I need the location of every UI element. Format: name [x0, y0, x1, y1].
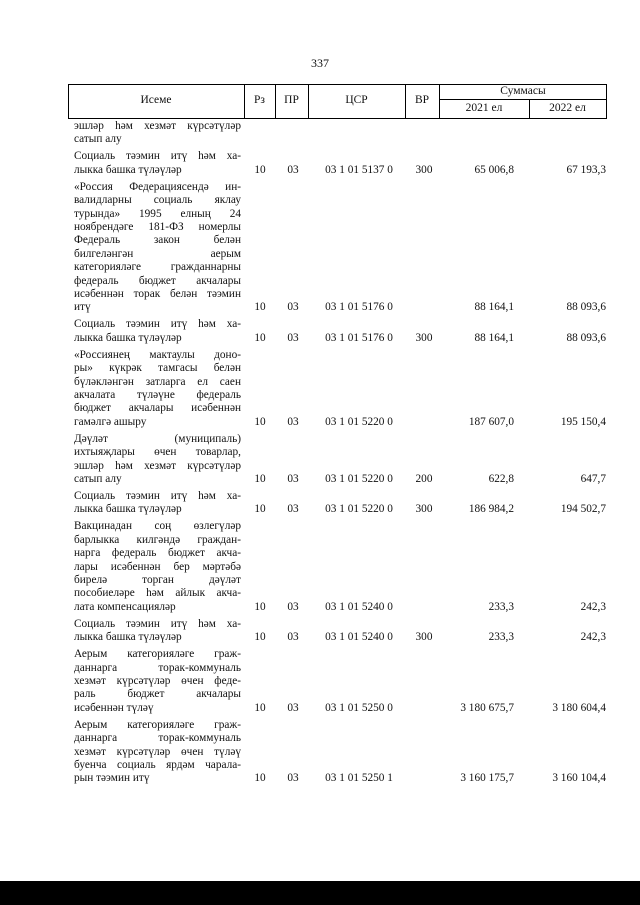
cell-sum-2021: 622,8	[488, 472, 514, 485]
row-name-line: хезмәт күрсәтүләр өчен түләү	[74, 745, 241, 758]
table-row	[68, 318, 607, 345]
cell-sum-2021: 186 984,2	[468, 503, 514, 516]
cell-vr: 300	[415, 163, 433, 176]
row-name	[74, 520, 241, 614]
cell-vr: 200	[415, 472, 433, 485]
row-name-line: федераль бюджет акчалары	[74, 274, 241, 287]
cell-sum-2021: 88 164,1	[474, 331, 514, 344]
row-name-line: лата компенсацияләр	[74, 600, 176, 613]
row-name	[74, 318, 241, 345]
row-name-line: пособиеләре һәм айлык акча-	[74, 587, 241, 600]
header-year-2021: 2021 ел	[465, 102, 503, 114]
table-row	[68, 618, 607, 645]
cell-sum-2022: 88 093,6	[566, 331, 606, 344]
row-name-line: ры» күкрәк тамгасы белән	[74, 362, 241, 375]
row-name-line: ихтыяҗлары өчен товарлар,	[74, 446, 241, 459]
cell-pr: 03	[287, 631, 299, 644]
row-name-line: билгеләнгән аерым	[74, 247, 241, 260]
row-name-line: Социаль тәэмин итү һәм ха-	[74, 490, 241, 502]
cell-rz: 10	[254, 631, 266, 644]
header-name: Исеме	[140, 94, 172, 106]
row-name-line: «Россия Федерациясендә ин-	[74, 180, 241, 193]
cell-rz: 10	[254, 301, 266, 314]
row-name-line: Аерым категорияләге граж-	[74, 718, 241, 731]
row-name-line: лыкка башка түләүләр	[74, 503, 182, 516]
row-name-line: лыкка башка түләүләр	[74, 163, 182, 176]
cell-rz: 10	[254, 331, 266, 344]
cell-sum-2022: 647,7	[580, 472, 606, 485]
cell-sum-2021: 233,3	[488, 600, 514, 613]
row-name-line: категорияләге гражданнарны	[74, 261, 241, 274]
cell-rz: 10	[254, 772, 266, 785]
cell-pr: 03	[287, 301, 299, 314]
row-name-line: лыкка башка түләүләр	[74, 631, 182, 644]
row-name-line: рын тәэмин итү	[74, 772, 150, 785]
row-name-line: итү	[74, 301, 91, 314]
row-name	[74, 120, 241, 147]
row-name-line: ноябрендәге 181-ФЗ номерлы	[74, 221, 241, 234]
cell-csr: 03 1 01 5220 0	[325, 472, 393, 485]
header-vr: ВР	[414, 94, 430, 106]
cell-csr: 03 1 01 5176 0	[325, 301, 393, 314]
cell-sum-2022: 242,3	[580, 600, 606, 613]
cell-vr: 300	[415, 503, 433, 516]
row-name-line: даннарга торак-коммуналь	[74, 661, 241, 674]
row-name-line: гамәлгә ашыру	[74, 415, 147, 428]
cell-sum-2021: 187 607,0	[468, 415, 514, 428]
cell-csr: 03 1 01 5250 1	[325, 772, 393, 785]
cell-csr: 03 1 01 5220 0	[325, 503, 393, 516]
row-name-line: Социаль тәэмин итү һәм ха-	[74, 318, 241, 331]
table-row	[68, 520, 607, 614]
cell-csr: 03 1 01 5240 0	[325, 631, 393, 644]
table-row	[68, 648, 607, 715]
cell-pr: 03	[287, 503, 299, 516]
row-name-line: Аерым категорияләге граж-	[74, 648, 241, 661]
cell-pr: 03	[287, 472, 299, 485]
table-header	[68, 84, 607, 118]
table-row	[68, 181, 607, 315]
cell-pr: 03	[287, 600, 299, 613]
cell-rz: 10	[254, 163, 266, 176]
row-name-line: акчалата түләүне федераль	[74, 389, 241, 402]
cell-rz: 10	[254, 503, 266, 516]
row-name-line: бүләкләнгән затларга ел саен	[74, 375, 241, 388]
row-name	[74, 349, 241, 429]
row-name-line: Социаль тәэмин итү һәм ха-	[74, 150, 241, 163]
table-row	[68, 719, 607, 786]
row-name-line: турында» 1995 елның 24	[74, 207, 241, 220]
row-name-line: барлыкка килгәндә граждан-	[74, 533, 241, 546]
cell-rz: 10	[254, 472, 266, 485]
row-name	[74, 150, 241, 177]
cell-vr: 300	[415, 631, 433, 644]
cell-sum-2022: 242,3	[580, 631, 606, 644]
row-name	[74, 648, 241, 715]
cell-pr: 03	[287, 415, 299, 428]
cell-csr: 03 1 01 5220 0	[325, 415, 393, 428]
cell-csr: 03 1 01 5137 0	[325, 163, 393, 176]
row-name	[74, 433, 241, 487]
row-name-line: лары исәбеннән бер мәртәбә	[74, 560, 241, 573]
cell-sum-2022: 67 193,3	[566, 163, 606, 176]
row-name	[74, 719, 241, 786]
header-pr: ПР	[284, 94, 299, 106]
table-row	[68, 120, 607, 147]
cell-csr: 03 1 01 5250 0	[325, 701, 393, 714]
row-name-line: хезмәт күрсәтүләр өчен феде-	[74, 675, 241, 687]
row-name-line: сатып алу	[74, 133, 122, 146]
cell-sum-2022: 195 150,4	[560, 415, 606, 428]
cell-pr: 03	[287, 772, 299, 785]
cell-rz: 10	[254, 701, 266, 714]
row-name	[74, 618, 241, 645]
row-name-line: Федераль закон белән	[74, 234, 241, 247]
cell-sum-2022: 88 093,6	[566, 301, 606, 314]
cell-sum-2022: 194 502,7	[560, 503, 606, 516]
header-csr: ЦСР	[345, 94, 368, 106]
row-name-line: исәбеннән торак белән тәэмин	[74, 288, 241, 301]
row-name-line: эшләр һәм хезмәт күрсәтүләр	[74, 120, 241, 132]
cell-pr: 03	[287, 331, 299, 344]
scan-bottom-edge	[0, 881, 640, 905]
row-name	[74, 181, 241, 315]
cell-sum-2022: 3 160 104,4	[552, 772, 606, 785]
cell-pr: 03	[287, 163, 299, 176]
row-name-line: Дәүләт (муниципаль)	[74, 432, 241, 445]
row-name	[74, 490, 241, 517]
cell-rz: 10	[254, 415, 266, 428]
row-name-line: валидларны социаль яклау	[74, 194, 241, 207]
row-name-line: лыкка башка түләүләр	[74, 331, 182, 344]
cell-vr: 300	[415, 331, 433, 344]
cell-sum-2021: 88 164,1	[474, 301, 514, 314]
cell-sum-2021: 3 160 175,7	[460, 772, 514, 785]
row-name-line: нарга федераль бюджет акча-	[74, 547, 241, 560]
cell-sum-2021: 3 180 675,7	[460, 701, 514, 714]
table-row	[68, 490, 607, 517]
row-name-line: «Россиянең мактаулы доно-	[74, 348, 241, 361]
table-row	[68, 150, 607, 177]
cell-sum-2021: 233,3	[488, 631, 514, 644]
cell-rz: 10	[254, 600, 266, 613]
cell-sum-2021: 65 006,8	[474, 163, 514, 176]
row-name-line: даннарга торак-коммуналь	[74, 732, 241, 745]
table-row	[68, 433, 607, 487]
row-name-line: исәбеннән түләү	[74, 701, 154, 714]
row-name-line: Вакцинадан соң өзлегүләр	[74, 520, 241, 533]
row-name-line: эшләр һәм хезмәт күрсәтүләр	[74, 459, 241, 472]
header-rz: Рз	[254, 94, 265, 106]
row-name-line: бирелә торган дәүләт	[74, 574, 241, 587]
row-name-line: буенча социаль ярдәм чарала-	[74, 759, 241, 772]
cell-csr: 03 1 01 5240 0	[325, 600, 393, 613]
row-name-line: сатып алу	[74, 473, 122, 486]
cell-csr: 03 1 01 5176 0	[325, 331, 393, 344]
header-sums: Суммасы	[500, 85, 546, 97]
cell-sum-2022: 3 180 604,4	[552, 701, 606, 714]
cell-pr: 03	[287, 701, 299, 714]
row-name-line: бюджет акчалары исәбеннән	[74, 402, 241, 415]
table-row	[68, 349, 607, 429]
page-number: 337	[311, 56, 329, 70]
header-year-2022: 2022 ел	[549, 102, 586, 114]
row-name-line: Социаль тәэмин итү һәм ха-	[74, 617, 241, 630]
row-name-line: раль бюджет акчалары	[74, 688, 241, 701]
